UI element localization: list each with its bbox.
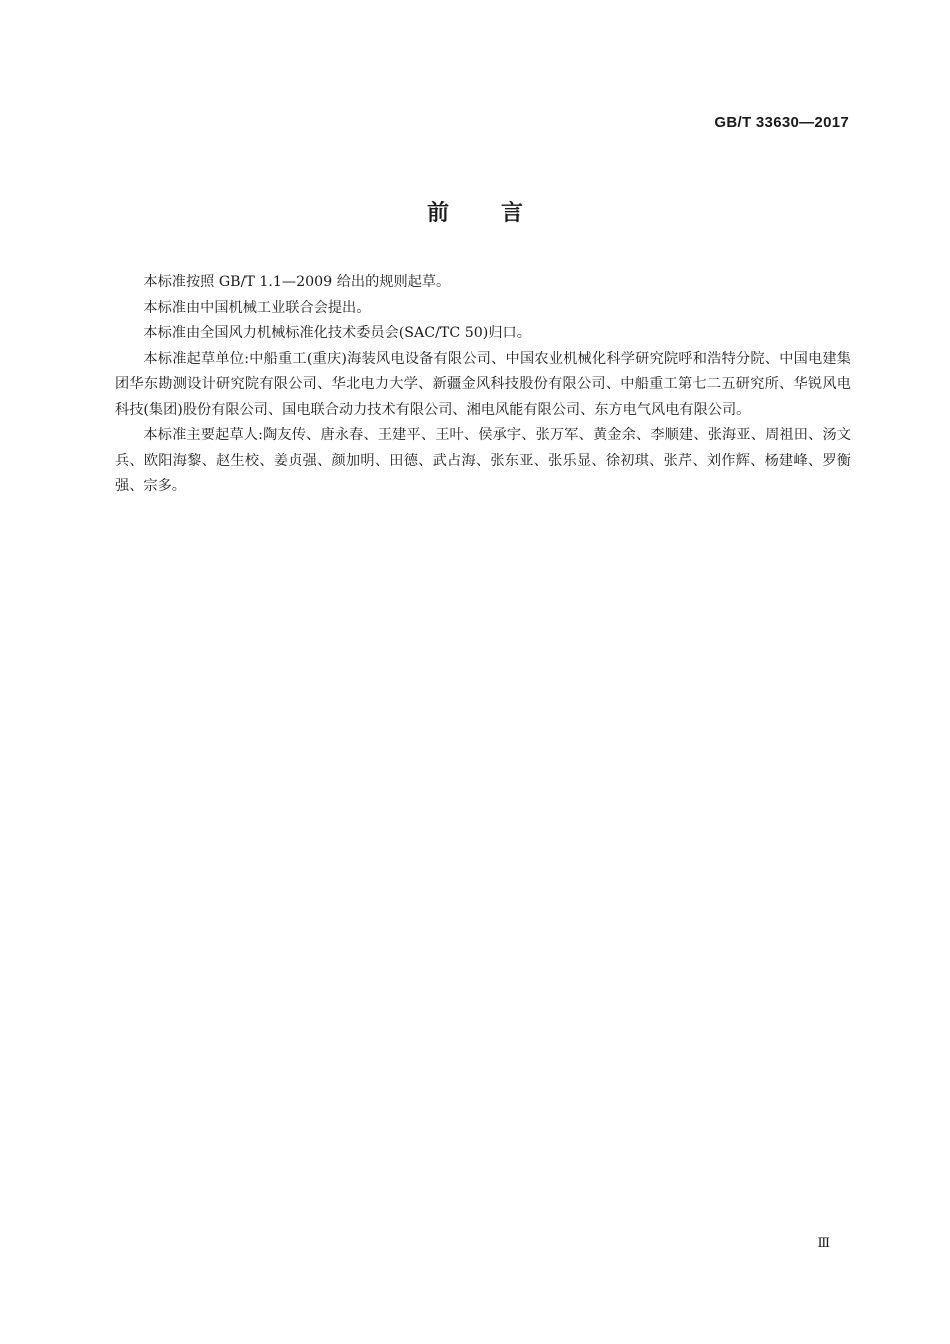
document-code: GB/T 33630—2017 [714,114,849,131]
paragraph-drafters: 本标准主要起草人:陶友传、唐永春、王建平、王叶、侯承宇、张万军、黄金余、李顺建、张海亚、周祖田、汤文兵、欧阳海黎、赵生校、姜贞强、颜加明、田德、武占海、张东亚、张乐显、徐初琪、张芹、刘作辉、杨建峰、罗衡强、宗多。 [115,427,851,494]
paragraph-drafting-units: 本标准起草单位:中船重工(重庆)海装风电设备有限公司、中国农业机械化科学研究院呼和浩特分院、中国电建集团华东勘测设计研究院有限公司、华北电力大学、新疆金风科技股份有限公司、中船重工第七二五研究所、华锐风电科技(集团)股份有限公司、国电联合动力技术有限公司、湘电风能有限公司、东方电气风电有限公司。 [115,350,851,418]
paragraph-drafting-rules: 本标准按照 GB/T 1.1—2009 给出的规则起草。 [143,274,451,290]
page-title: 前言 [426,201,575,226]
foreword-body [115,270,851,500]
paragraph-proposer: 本标准由中国机械工业联合会提出。 [143,299,371,316]
paragraph-committee: 本标准由全国风力机械标准化技术委员会(SAC/TC 50)归口。 [143,325,531,341]
page-number: Ⅲ [817,1236,830,1251]
